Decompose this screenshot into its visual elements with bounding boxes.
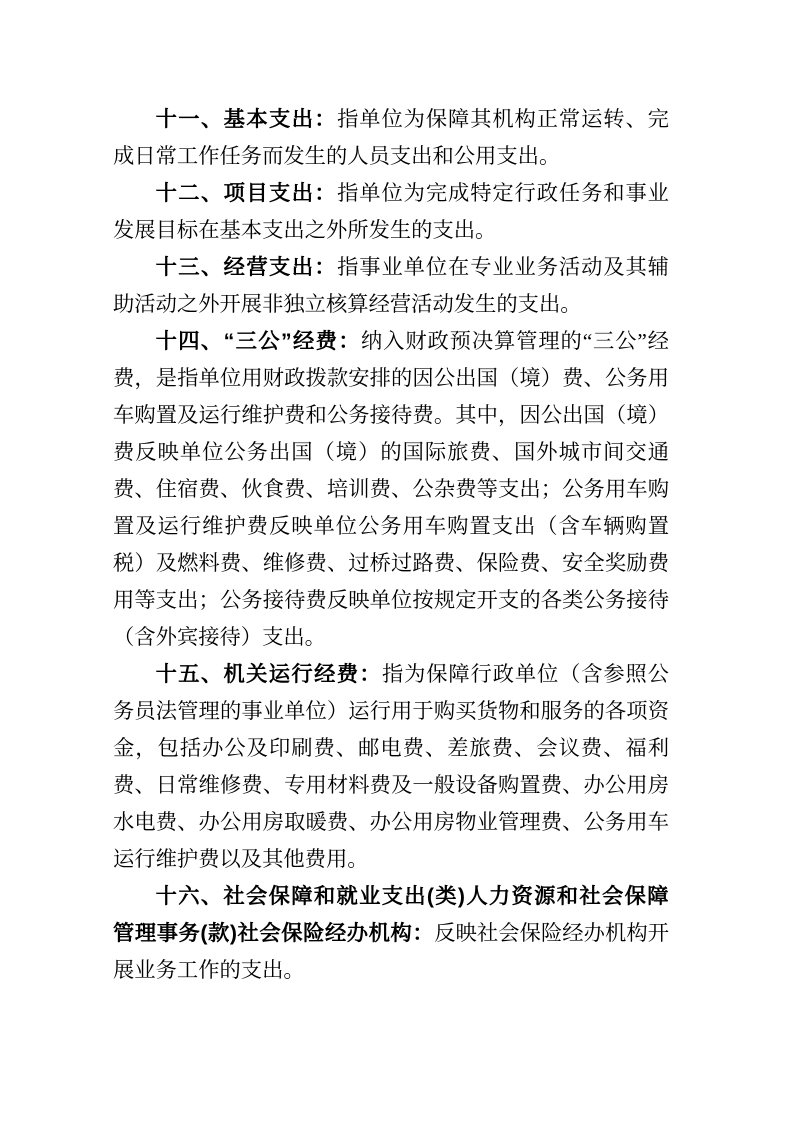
definition-paragraph xyxy=(113,175,669,249)
term-definition: 反映社会保险经办机构开展业务工作的支出。 xyxy=(113,921,669,982)
document-body xyxy=(113,101,669,989)
term-definition: 指单位为保障其机构正常运转、完成日常工作任务而发生的人员支出和公用支出。 xyxy=(113,107,669,168)
term-label: 十一、基本支出： xyxy=(155,107,338,131)
term-definition: 指单位为完成特定行政任务和事业发展目标在基本支出之外所发生的支出。 xyxy=(113,181,669,242)
term-label: 十六、社会保障和就业支出(类)人力资源和社会保障管理事务(款)社会保险经办机构： xyxy=(113,884,669,945)
definition-paragraph xyxy=(113,249,669,323)
term-label: 十三、经营支出： xyxy=(155,255,338,279)
term-label: 十五、机关运行经费： xyxy=(155,662,382,686)
term-label: 十二、项目支出： xyxy=(155,181,338,205)
definition-paragraph xyxy=(113,323,669,656)
definition-paragraph xyxy=(113,878,669,989)
term-definition: 纳入财政预决算管理的“三公”经费，是指单位用财政拨款安排的因公出国（境）费、公务用车购置及运行维护费和公务接待费。其中，因公出国（境）费反映单位公务出国（境）的国际旅费、国外城市间交通费、住宿费、伙食费、培训费、公杂费等支出；公务用车购置及运行维护费反映单位公务用车购置支出（含车辆购置税）及燃料费、维修费、过桥过路费、保险费、安全奖励费用等支出；公务接待费反映单位按规定开支的各类公务接待（含外宾接待）支出。 xyxy=(113,329,669,649)
term-definition: 指事业单位在专业业务活动及其辅助活动之外开展非独立核算经营活动发生的支出。 xyxy=(113,255,669,316)
term-definition: 指为保障行政单位（含参照公务员法管理的事业单位）运行用于购买货物和服务的各项资金，包括办公及印刷费、邮电费、差旅费、会议费、福利费、日常维修费、专用材料费及一般设备购置费、办公用房水电费、办公用房取暖费、办公用房物业管理费、公务用车运行维护费以及其他费用。 xyxy=(113,662,669,871)
definition-paragraph xyxy=(113,656,669,878)
definition-paragraph xyxy=(113,101,669,175)
term-label: 十四、“三公”经费： xyxy=(155,329,361,353)
